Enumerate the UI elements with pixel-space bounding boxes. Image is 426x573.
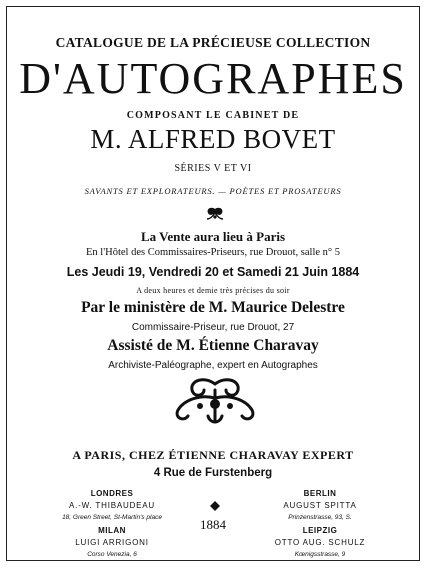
sale-dates: Les Jeudi 19, Vendredi 20 et Samedi 21 Juin 1884 [66, 265, 360, 279]
publisher-line: A PARIS, CHEZ ÉTIENNE CHARAVAY EXPERT [72, 448, 354, 462]
series-line: SÉRIES V ET VI [174, 163, 252, 174]
agent-address: Prinzenstrasse, 93, S. [288, 514, 352, 521]
agent-address: 18, Green Street, St-Martin's place [62, 514, 162, 521]
sale-location-heading: La Vente aura lieu à Paris [140, 229, 286, 244]
sale-time: A deux heures et demie très précises du soir [136, 286, 290, 295]
agent-name: LUIGI ARRIGONI [75, 538, 149, 547]
sections-line: SAVANTS ET EXPLORATEURS. — POÈTES ET PROSATEURS [84, 186, 342, 196]
agent-name: AUGUST SPITTA [283, 501, 357, 510]
scroll-ornament-icon [170, 376, 260, 426]
agent-city: LONDRES [90, 489, 134, 498]
auctioneer-line: Par le ministère de M. Maurice Delestre [81, 299, 345, 316]
agent-name: A.-W. THIBAUDEAU [69, 501, 155, 510]
publisher-address: 4 Rue de Furstenberg [153, 467, 273, 479]
expert-line: Assisté de M. Étienne Charavay [107, 337, 319, 354]
title-page [6, 6, 420, 561]
sale-venue: En l'Hôtel des Commissaires-Priseurs, rue Drouot, salle n° 5 [86, 247, 340, 258]
collector-name: M. ALFRED BOVET [90, 124, 336, 154]
agent-city: MILAN [98, 526, 126, 535]
publication-year: 1884 [200, 517, 226, 532]
diamond-icon [210, 501, 220, 511]
agent-city: LEIPZIG [302, 526, 338, 535]
agent-city: BERLIN [303, 489, 337, 498]
agent-address: Corso Venezia, 6 [87, 551, 137, 558]
floral-fleuron-icon [204, 207, 226, 221]
composant-line: COMPOSANT LE CABINET DE [126, 110, 300, 121]
catalogue-heading: CATALOGUE DE LA PRÉCIEUSE COLLECTION [55, 35, 371, 50]
main-title: D'AUTOGRAPHES [19, 54, 407, 103]
agent-address: Kœnigsstrasse, 9 [294, 551, 346, 558]
auctioneer-address: Commissaire-Priseur, rue Drouot, 27 [131, 322, 295, 333]
agent-name: OTTO AUG. SCHULZ [274, 538, 366, 547]
expert-title: Archiviste-Paléographe, expert en Autographes [108, 360, 318, 371]
